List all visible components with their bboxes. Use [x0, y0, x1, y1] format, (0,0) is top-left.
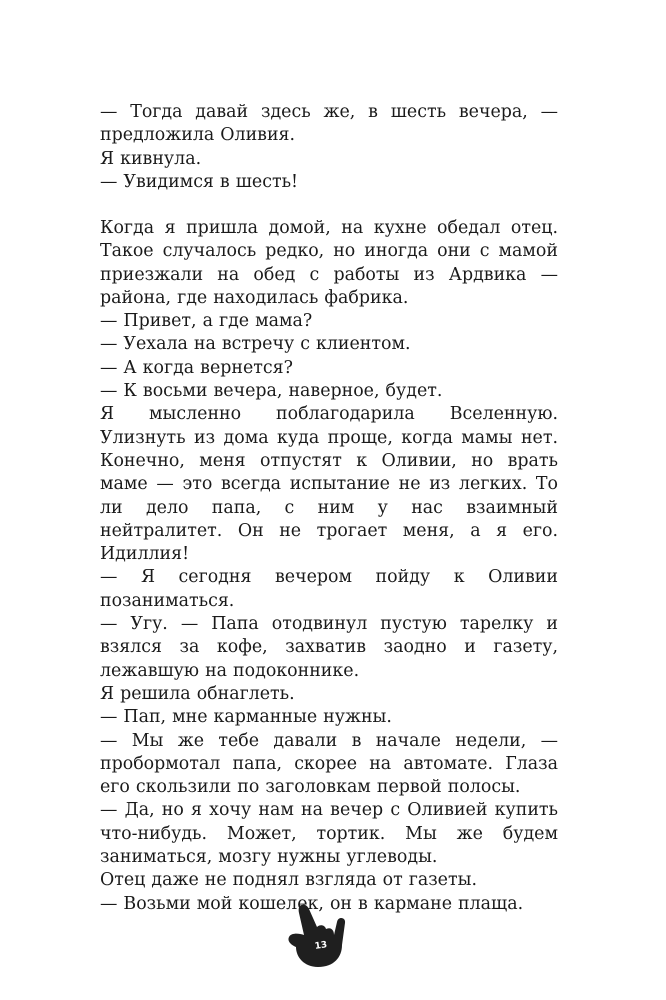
paragraph: — Я сегодня вечером пойду к Оливии позаниматься.: [100, 567, 558, 611]
rock-hand-icon: [282, 895, 354, 973]
page-number: 13: [314, 940, 328, 952]
text-section-1: [100, 101, 558, 194]
paragraph: — Мы же тебе давали в начале недели, — пробормотал папа, скорее на автомате. Глаза его скользили по заголовкам первой полосы.: [100, 730, 558, 798]
paragraph: — Тогда давай здесь же, в шесть вечера, — предложила Оливия.: [100, 102, 558, 146]
paragraph: — Угу. — Папа отодвинул пустую тарелку и взялся за кофе, захватив заодно и газету, лежавшую на подоконнике.: [100, 614, 558, 681]
paragraph: Я кивнула.: [100, 148, 202, 169]
paragraph: Я решила обнаглеть.: [100, 683, 295, 704]
paragraph: — Увидимся в шесть!: [100, 171, 299, 192]
paragraph: — А когда вернется?: [100, 357, 293, 378]
paragraph: Я мысленно поблагодарила Вселенную. Улизнуть из дома куда проще, когда мамы нет. Конечно, меня отпустят к Оливии, но врать маме — это всегда испытание не из легких. То ли дело папа, с ним у нас взаимный нейтралитет. Он не трогает меня, а я его. Идиллия!: [100, 404, 558, 565]
paragraph: — Пап, мне карманные нужны.: [100, 707, 392, 728]
paragraph: — Уехала на встречу с клиентом.: [100, 334, 411, 355]
paragraph: — Привет, а где мама?: [100, 311, 313, 332]
paragraph: — К восьми вечера, наверное, будет.: [100, 381, 443, 402]
text-section-2: [100, 217, 558, 916]
paragraph: Отец даже не поднял взгляда от газеты.: [100, 870, 477, 891]
page-folio: [282, 895, 354, 973]
paragraph: — Да, но я хочу нам на вечер с Оливией купить что-нибудь. Может, тортик. Мы же будем заниматься, мозгу нужны углеводы.: [100, 800, 558, 868]
paragraph: Когда я пришла домой, на кухне обедал отец. Такое случалось редко, но иногда они с мамой приезжали на обед с работы из Ардвика — района, где находилась фабрика.: [100, 218, 558, 308]
paragraph: — Возьми мой кошелек, он в кармане плаща.: [100, 893, 524, 914]
